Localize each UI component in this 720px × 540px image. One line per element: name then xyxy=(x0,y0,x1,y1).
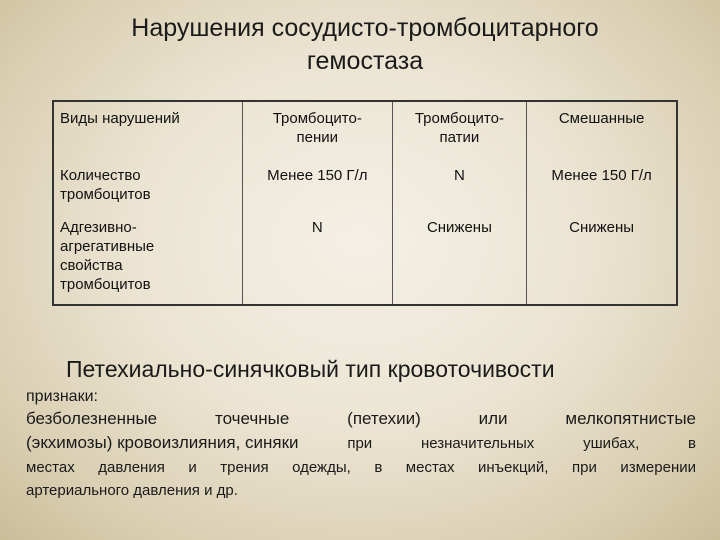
word: трения xyxy=(220,459,269,476)
word: местах xyxy=(26,459,75,476)
table-cell: Менее 150 Г/л xyxy=(243,159,393,211)
table-header-row xyxy=(53,101,677,159)
word: в xyxy=(688,435,696,452)
word: точечные xyxy=(214,409,290,428)
word: местах xyxy=(405,459,455,476)
word: и xyxy=(188,459,197,476)
header-cell-thrombocytopathy xyxy=(392,101,527,159)
row-label-adhesion xyxy=(53,211,243,305)
signs-text-line-4: артериального давления и др. xyxy=(26,482,238,499)
header-text: Смешанные xyxy=(558,110,645,127)
signs-text-line-1 xyxy=(26,409,696,429)
header-text: пении xyxy=(296,129,339,146)
table-cell: N xyxy=(392,159,527,211)
word: безболезненные xyxy=(26,409,158,428)
signs-label: признаки: xyxy=(26,388,98,405)
table-cell: Снижены xyxy=(392,211,527,305)
word: давления xyxy=(98,459,165,476)
word: при xyxy=(347,435,373,452)
table-row-platelet-count xyxy=(53,159,677,211)
slide-title-line-1: Нарушения сосудисто-тромбоцитарного xyxy=(131,14,599,42)
table-cell: N xyxy=(243,211,393,305)
word: мелкопятнистые xyxy=(565,409,696,428)
phrase: (экхимозы) кровоизлияния, синяки xyxy=(26,433,299,452)
disorders-table xyxy=(52,100,678,306)
word: ушибах, xyxy=(583,435,640,452)
row-label-platelet-count xyxy=(53,159,243,211)
row-label-text: тромбоцитов xyxy=(60,276,151,293)
word: (петехии) xyxy=(347,409,421,428)
slide-title-line-2: гемостаза xyxy=(306,47,424,75)
table-cell: Снижены xyxy=(527,211,677,305)
header-text: Тромбоцито- xyxy=(414,110,504,127)
word: одежды, xyxy=(292,459,351,476)
slide-title xyxy=(60,12,670,78)
table-row-adhesion xyxy=(53,211,677,305)
word: при xyxy=(572,459,597,476)
table-cell: Менее 150 Г/л xyxy=(527,159,677,211)
header-text: Тромбоцито- xyxy=(272,110,362,127)
header-cell-mixed xyxy=(527,101,677,159)
word: в xyxy=(374,459,383,476)
header-text: патии xyxy=(439,129,480,146)
row-label-text: свойства xyxy=(60,257,123,274)
row-label-text: агрегативные xyxy=(60,238,155,255)
header-text: Виды нарушений xyxy=(60,110,180,127)
signs-text-line-3 xyxy=(26,459,696,476)
word: измерении xyxy=(620,459,696,476)
row-label-text: Адгезивно- xyxy=(60,219,137,236)
header-cell-thrombocytopenia xyxy=(243,101,393,159)
row-label-text: тромбоцитов xyxy=(60,186,151,203)
word: или xyxy=(478,409,508,428)
header-cell-types xyxy=(53,101,243,159)
row-label-text: Количество xyxy=(60,167,141,184)
word: инъекций, xyxy=(478,459,549,476)
signs-text-line-2 xyxy=(26,433,696,453)
section-subtitle: Петехиально-синячковый тип кровоточивости xyxy=(66,356,555,382)
word: незначительных xyxy=(420,435,535,452)
